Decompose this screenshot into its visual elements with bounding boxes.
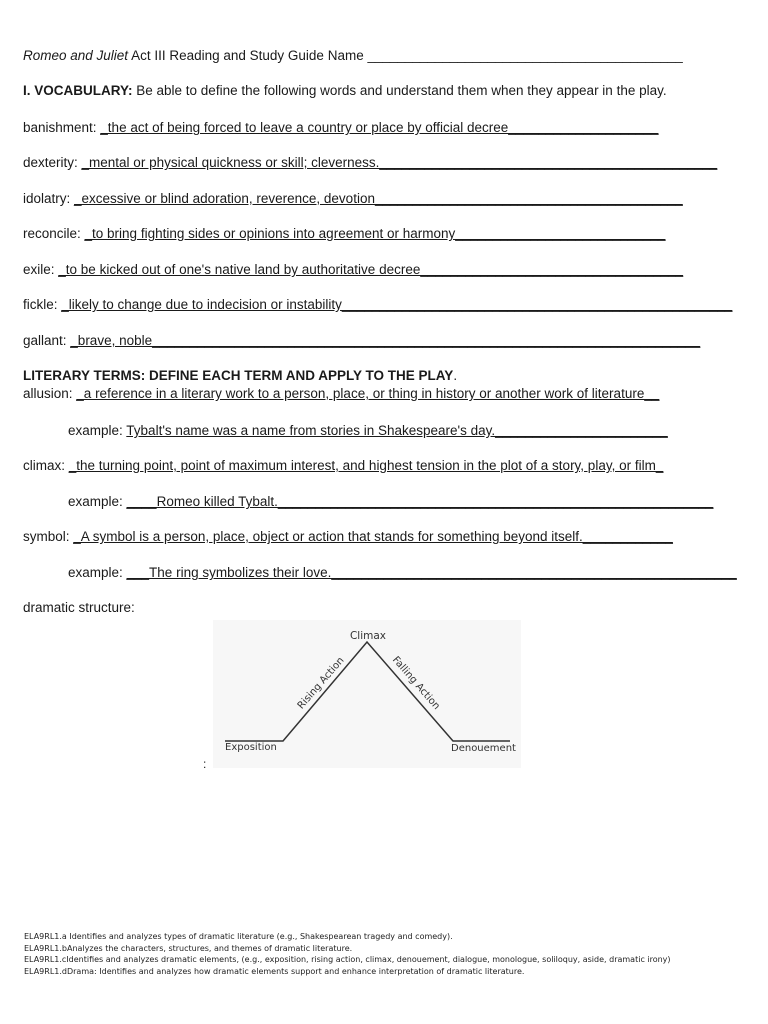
example-text: Tybalt's name was a name from stories in Shakespeare's day._______________________ — [126, 423, 668, 438]
literary-terms-heading-period: . — [453, 368, 458, 383]
term-label: climax: — [23, 458, 69, 473]
standard-line: ELA9RL1.bAnalyzes the characters, structures, and themes of dramatic literature. — [24, 943, 353, 953]
term-definition: _a reference in a literary work to a person, place, or thing in history or another work of literature__ — [76, 386, 660, 401]
vocab-term: banishment: — [23, 120, 101, 135]
exposition-label: Exposition — [225, 742, 277, 753]
example-text: ___The ring symbolizes their love.______________________________________________________ — [126, 565, 737, 580]
vocab-row-idolatry — [23, 191, 683, 206]
term-definition: _the turning point, point of maximum interest, and highest tension in the plot of a story, play, or film_ — [68, 458, 664, 473]
dramatic-structure-diagram — [213, 620, 521, 768]
stray-colon: : — [203, 757, 207, 771]
vocab-row-reconcile — [23, 226, 665, 241]
vocab-row-fickle — [23, 297, 732, 312]
denouement-label: Denouement — [451, 743, 516, 754]
vocab-term: exile: — [23, 262, 59, 277]
dramatic-structure-label: dramatic structure: — [23, 600, 135, 615]
standard-line: ELA9RL1.a Identifies and analyzes types of dramatic literature (e.g., Shakespearean tragedy and comedy). — [24, 932, 453, 941]
standards-footer — [24, 931, 671, 977]
vocab-definition: _likely to change due to indecision or instability____________________________________________________ — [61, 297, 733, 312]
example-label: example: — [68, 494, 127, 509]
plot-line — [225, 642, 510, 741]
term-definition: _A symbol is a person, place, object or action that stands for something beyond itself.____________ — [73, 529, 673, 544]
vocab-definition: _mental or physical quickness or skill; cleverness._____________________________________________ — [81, 155, 718, 170]
vocab-row-dexterity — [23, 155, 717, 170]
term-row-allusion — [23, 386, 659, 401]
vocab-row-gallant — [23, 333, 700, 348]
literary-terms-heading-label: LITERARY TERMS: DEFINE EACH TERM AND APPLY TO THE PLAY — [23, 368, 454, 383]
vocab-row-banishment — [23, 120, 658, 135]
worksheet-title — [23, 48, 683, 63]
example-label: example: — [68, 565, 127, 580]
title-text: Act III Reading and Study Guide Name — [128, 48, 368, 63]
vocab-definition: _brave, noble_________________________________________________________________________ — [70, 333, 701, 348]
example-row-symbol — [68, 565, 737, 580]
plot-diagram-svg — [213, 620, 521, 768]
standard-line: ELA9RL1.dDrama: Identifies and analyzes how dramatic elements support and enhance interpretation of dramatic literature. — [24, 966, 525, 976]
vocab-definition: _to bring fighting sides or opinions into agreement or harmony____________________________ — [84, 226, 666, 241]
vocab-heading — [23, 83, 667, 98]
vocab-term: dexterity: — [23, 155, 82, 170]
example-row-allusion — [68, 423, 668, 438]
vocab-term: fickle: — [23, 297, 62, 312]
vocab-row-exile — [23, 262, 683, 277]
vocab-definition: _the act of being forced to leave a country or place by official decree____________________ — [100, 120, 659, 135]
example-text: ____Romeo killed Tybalt.__________________________________________________________ — [126, 494, 714, 509]
falling-action-label: Falling Action — [389, 654, 442, 713]
vocab-term: reconcile: — [23, 226, 85, 241]
term-label: allusion: — [23, 386, 77, 401]
climax-label: Climax — [349, 630, 387, 642]
play-title: Romeo and Juliet — [23, 48, 129, 63]
vocab-term: gallant: — [23, 333, 71, 348]
name-blank[interactable]: __________________________________________ — [367, 48, 683, 63]
vocab-definition: _to be kicked out of one's native land by authoritative decree___________________________________ — [58, 262, 684, 277]
rising-action-label: Rising Action — [295, 655, 347, 712]
term-row-climax — [23, 458, 663, 473]
vocab-term: idolatry: — [23, 191, 75, 206]
vocab-heading-text: Be able to define the following words and understand them when they appear in the play. — [132, 83, 667, 98]
example-label: example: — [68, 423, 127, 438]
literary-terms-heading — [23, 368, 457, 383]
vocab-heading-label: I. VOCABULARY: — [23, 83, 133, 98]
vocab-definition: _excessive or blind adoration, reverence, devotion_________________________________________ — [74, 191, 683, 206]
standard-line: ELA9RL1.cIdentifies and analyzes dramatic elements, (e.g., exposition, rising action, climax, denouement, dialogue, monologue, soliloquy, aside, dramatic irony) — [24, 955, 671, 964]
term-row-symbol — [23, 529, 673, 544]
example-row-climax — [68, 494, 713, 509]
term-label: symbol: — [23, 529, 74, 544]
